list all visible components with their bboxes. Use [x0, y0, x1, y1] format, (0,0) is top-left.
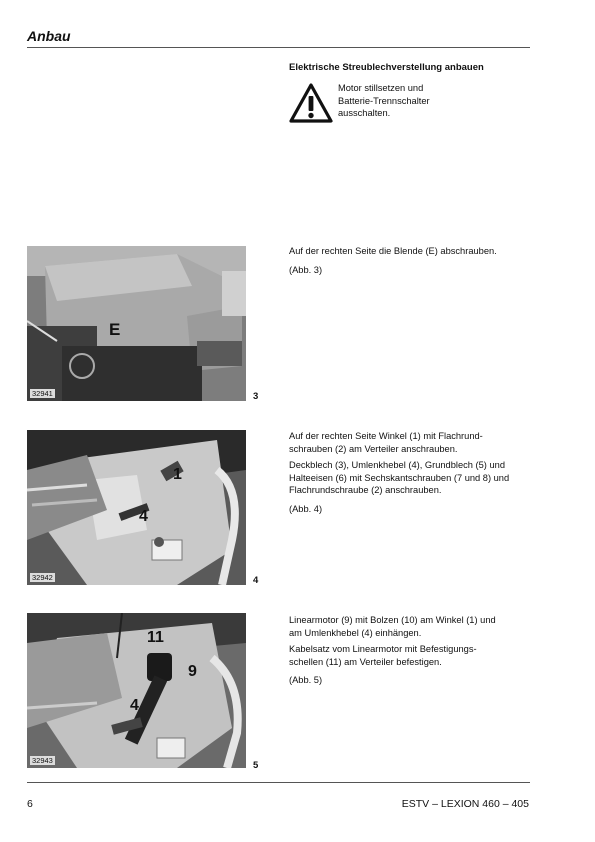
- warning-line: Motor stillsetzen und: [338, 83, 424, 93]
- step-text-3: [289, 614, 529, 687]
- figure-code: 32941: [32, 389, 53, 398]
- figure-photo-4: [27, 430, 246, 585]
- paragraph: [289, 430, 529, 455]
- figure-callout-4: 4: [130, 697, 139, 714]
- paragraph: [289, 459, 529, 497]
- paragraph: [289, 643, 529, 668]
- text-line: Kabelsatz vom Linearmotor mit Befestigungs-: [289, 644, 477, 654]
- footer-rule: [27, 782, 530, 783]
- warning-triangle-icon: [289, 83, 333, 123]
- text-line: (Abb. 4): [289, 503, 323, 514]
- paragraph: [289, 614, 529, 639]
- warning-line: Batterie-Trennschalter: [338, 95, 430, 106]
- header-rule: [27, 47, 530, 48]
- figure-photo-5: [27, 613, 246, 768]
- figure-callout-4: 4: [139, 508, 148, 525]
- text-line: am Umlenkhebel (4) einhängen.: [289, 627, 422, 638]
- figure-callout-1: 1: [173, 466, 182, 483]
- step-text-2: [289, 430, 529, 515]
- text-line: (Abb. 3): [289, 264, 323, 275]
- text-line: schellen (11) am Verteiler befestigen.: [289, 656, 442, 667]
- warning-line: ausschalten.: [338, 108, 391, 118]
- text-line: Deckblech (3), Umlenkhebel (4), Grundblech (5) und: [289, 460, 505, 470]
- paragraph: [289, 674, 529, 687]
- page-number: 6: [27, 798, 33, 810]
- figure-callout-9: 9: [188, 663, 197, 680]
- text-line: Auf der rechten Seite die Blende (E) abschrauben.: [289, 246, 497, 256]
- step-text-1: [289, 245, 529, 276]
- text-line: Auf der rechten Seite Winkel (1) mit Flachrund-: [289, 431, 483, 441]
- document-title: ESTV – LEXION 460 – 405: [401, 798, 529, 810]
- warning-text: [338, 82, 468, 120]
- text-line: schrauben (2) am Verteiler anschrauben.: [289, 443, 458, 454]
- section-heading: Elektrische Streublechverstellung anbauen: [289, 62, 484, 73]
- paragraph: [289, 503, 529, 516]
- figure-callout-11: 11: [147, 629, 164, 646]
- figure-callout-E: E: [109, 320, 121, 339]
- text-line: Flachrundschraube (2) anschrauben.: [289, 485, 442, 495]
- text-line: Halteeisen (6) mit Sechskantschrauben (7 und 8) und: [289, 472, 510, 483]
- figure-number-3: 3: [253, 391, 259, 402]
- page-header-title: Anbau: [27, 28, 71, 44]
- figure-number-5: 5: [253, 760, 259, 771]
- text-line: Linearmotor (9) mit Bolzen (10) am Winkel (1) und: [289, 615, 496, 625]
- figure-code: 32942: [32, 573, 53, 582]
- text-line: (Abb. 5): [289, 675, 323, 685]
- figure-photo-3: [27, 246, 246, 401]
- figure-code: 32943: [32, 756, 53, 765]
- figure-number-4: 4: [253, 575, 259, 586]
